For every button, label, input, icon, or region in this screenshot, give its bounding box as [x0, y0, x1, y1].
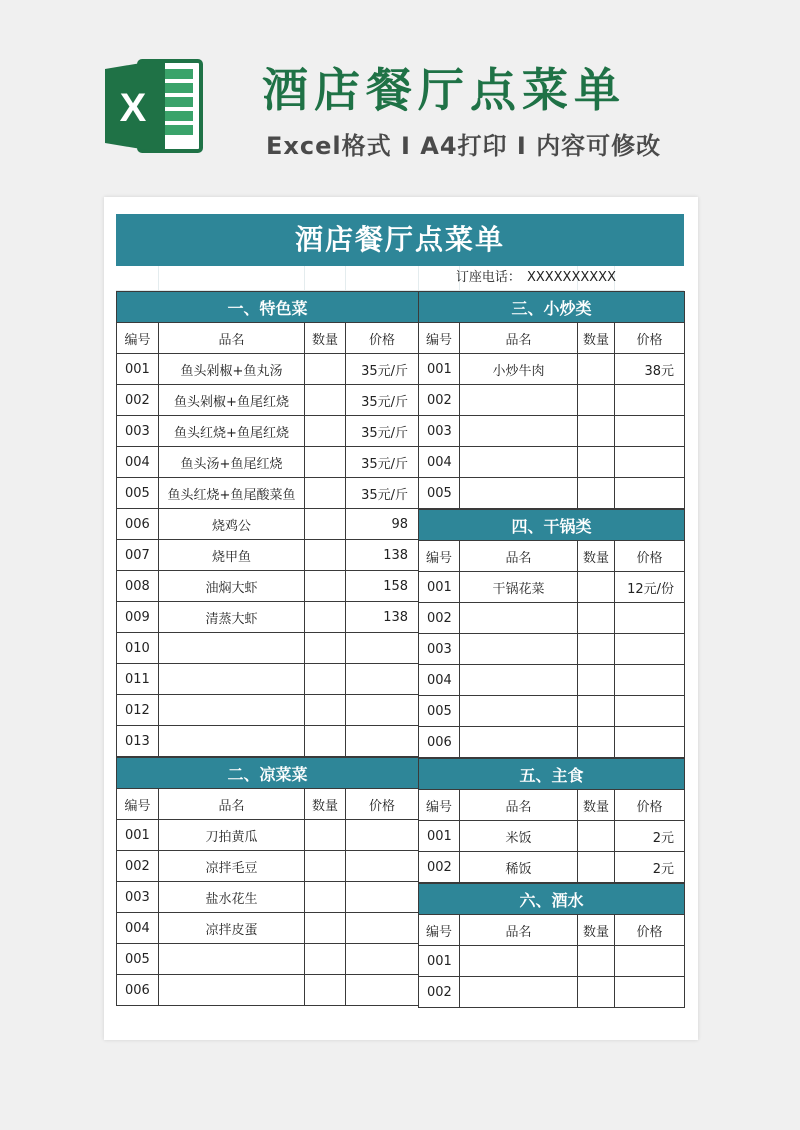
item-number: 001 — [419, 354, 460, 385]
column-header-row — [419, 790, 685, 821]
section-title: 一、特色菜 — [117, 292, 419, 323]
item-quantity[interactable] — [305, 913, 346, 944]
item-name: 米饭 — [460, 821, 578, 852]
item-number: 006 — [117, 509, 159, 540]
phone-value: XXXXXXXXXX — [526, 270, 616, 285]
item-price — [346, 913, 419, 944]
banner — [0, 0, 800, 185]
col-header-name: 品名 — [460, 541, 578, 572]
item-name: 凉拌毛豆 — [159, 851, 305, 882]
section-header-row — [419, 759, 685, 790]
item-quantity[interactable] — [578, 727, 615, 758]
item-price — [346, 944, 419, 975]
item-price: 138 — [346, 602, 419, 633]
column-header-row — [117, 323, 419, 354]
item-quantity[interactable] — [305, 385, 346, 416]
item-name — [159, 695, 305, 726]
item-name: 鱼头汤+鱼尾红烧 — [159, 447, 305, 478]
left-column — [116, 291, 418, 1006]
col-header-name: 品名 — [460, 323, 578, 354]
item-number: 007 — [117, 540, 159, 571]
item-name: 清蒸大虾 — [159, 602, 305, 633]
item-number: 001 — [419, 821, 460, 852]
col-header-name: 品名 — [460, 915, 578, 946]
col-header-price: 价格 — [615, 790, 685, 821]
section-title: 五、主食 — [419, 759, 685, 790]
col-header-price: 价格 — [615, 915, 685, 946]
table-row — [117, 944, 419, 975]
item-quantity[interactable] — [578, 977, 615, 1008]
item-price — [346, 820, 419, 851]
table-row — [419, 385, 685, 416]
item-quantity[interactable] — [305, 602, 346, 633]
phone-label: 订座电话： — [455, 270, 521, 285]
table-row — [117, 726, 419, 757]
table-row — [419, 946, 685, 977]
table-row — [419, 354, 685, 385]
item-name — [460, 603, 578, 634]
section-header-row — [419, 292, 685, 323]
item-name: 干锅花菜 — [460, 572, 578, 603]
item-quantity[interactable] — [578, 696, 615, 727]
sheet-title: 酒店餐厅点菜单 — [116, 214, 684, 266]
col-header-price: 价格 — [346, 789, 419, 820]
item-number: 003 — [117, 416, 159, 447]
item-price — [615, 977, 685, 1008]
item-quantity[interactable] — [305, 478, 346, 509]
table-row — [117, 416, 419, 447]
item-price — [615, 603, 685, 634]
item-name — [460, 665, 578, 696]
item-number: 002 — [419, 852, 460, 883]
col-header-qty: 数量 — [578, 790, 615, 821]
col-header-qty: 数量 — [578, 915, 615, 946]
phone-row — [116, 266, 684, 291]
table-row — [419, 478, 685, 509]
col-header-name: 品名 — [460, 790, 578, 821]
item-name — [159, 664, 305, 695]
col-header-num: 编号 — [419, 915, 460, 946]
item-number: 003 — [419, 634, 460, 665]
item-price — [615, 946, 685, 977]
item-price — [615, 727, 685, 758]
item-quantity[interactable] — [578, 385, 615, 416]
item-number: 002 — [117, 385, 159, 416]
item-number: 002 — [419, 977, 460, 1008]
table-row — [117, 820, 419, 851]
item-number: 003 — [117, 882, 159, 913]
item-name: 鱼头剁椒+鱼尾红烧 — [159, 385, 305, 416]
section-title: 三、小炒类 — [419, 292, 685, 323]
item-quantity[interactable] — [305, 664, 346, 695]
section-title: 二、凉菜菜 — [117, 758, 419, 789]
item-price — [615, 665, 685, 696]
item-quantity[interactable] — [578, 821, 615, 852]
item-number: 003 — [419, 416, 460, 447]
banner-title: 酒店餐厅点菜单 — [262, 63, 626, 117]
col-header-qty: 数量 — [305, 789, 346, 820]
item-name — [460, 478, 578, 509]
section-title: 四、干锅类 — [419, 510, 685, 541]
excel-logo-icon — [103, 55, 205, 157]
section-header-row — [117, 758, 419, 789]
item-price — [615, 696, 685, 727]
table-row — [419, 977, 685, 1008]
item-name: 油焖大虾 — [159, 571, 305, 602]
item-price — [615, 478, 685, 509]
table-staple — [418, 758, 685, 883]
table-row — [117, 478, 419, 509]
item-price: 35元/斤 — [346, 385, 419, 416]
item-name: 烧鸡公 — [159, 509, 305, 540]
table-row — [117, 664, 419, 695]
item-quantity[interactable] — [578, 416, 615, 447]
item-quantity[interactable] — [578, 946, 615, 977]
col-header-num: 编号 — [419, 541, 460, 572]
item-name — [159, 726, 305, 757]
item-name — [460, 946, 578, 977]
item-name — [159, 633, 305, 664]
item-price: 2元 — [615, 852, 685, 883]
item-number: 013 — [117, 726, 159, 757]
table-row — [419, 696, 685, 727]
item-name: 鱼头红烧+鱼尾红烧 — [159, 416, 305, 447]
col-header-name: 品名 — [159, 323, 305, 354]
right-column — [418, 291, 684, 1008]
item-price — [346, 726, 419, 757]
table-row — [419, 665, 685, 696]
item-quantity[interactable] — [305, 540, 346, 571]
item-number: 004 — [419, 665, 460, 696]
item-price — [615, 634, 685, 665]
item-number: 002 — [419, 385, 460, 416]
item-number: 005 — [117, 944, 159, 975]
column-header-row — [419, 915, 685, 946]
item-number: 004 — [117, 913, 159, 944]
item-number: 004 — [419, 447, 460, 478]
item-quantity[interactable] — [578, 572, 615, 603]
item-number: 005 — [117, 478, 159, 509]
column-header-row — [419, 323, 685, 354]
item-quantity[interactable] — [305, 695, 346, 726]
item-price: 38元 — [615, 354, 685, 385]
item-quantity[interactable] — [578, 665, 615, 696]
item-price: 2元 — [615, 821, 685, 852]
item-number: 006 — [419, 727, 460, 758]
col-header-qty: 数量 — [578, 323, 615, 354]
item-name: 鱼头红烧+鱼尾酸菜鱼 — [159, 478, 305, 509]
item-price — [615, 416, 685, 447]
item-number: 001 — [419, 946, 460, 977]
item-price — [346, 851, 419, 882]
item-quantity[interactable] — [305, 975, 346, 1006]
item-quantity[interactable] — [305, 354, 346, 385]
item-quantity[interactable] — [305, 726, 346, 757]
menu-sheet-paper — [104, 197, 698, 1040]
table-row — [419, 727, 685, 758]
col-header-price: 价格 — [615, 323, 685, 354]
item-number: 002 — [117, 851, 159, 882]
table-drypot — [418, 509, 685, 758]
table-row — [117, 354, 419, 385]
item-number: 012 — [117, 695, 159, 726]
table-row — [419, 447, 685, 478]
item-name — [460, 977, 578, 1008]
table-row — [419, 416, 685, 447]
item-quantity[interactable] — [305, 851, 346, 882]
col-header-price: 价格 — [346, 323, 419, 354]
column-header-row — [117, 789, 419, 820]
table-row — [419, 603, 685, 634]
item-name: 刀拍黄瓜 — [159, 820, 305, 851]
item-quantity[interactable] — [305, 882, 346, 913]
item-name: 盐水花生 — [159, 882, 305, 913]
item-quantity[interactable] — [305, 944, 346, 975]
item-name: 烧甲鱼 — [159, 540, 305, 571]
item-price: 98 — [346, 509, 419, 540]
item-number: 001 — [117, 354, 159, 385]
item-number: 005 — [419, 696, 460, 727]
item-quantity[interactable] — [578, 634, 615, 665]
item-number: 005 — [419, 478, 460, 509]
item-quantity[interactable] — [305, 447, 346, 478]
item-name — [159, 944, 305, 975]
item-price — [346, 695, 419, 726]
item-price — [346, 882, 419, 913]
table-row — [117, 913, 419, 944]
item-price — [615, 447, 685, 478]
col-header-qty: 数量 — [305, 323, 346, 354]
item-number: 009 — [117, 602, 159, 633]
item-price: 12元/份 — [615, 572, 685, 603]
table-row — [117, 509, 419, 540]
item-quantity[interactable] — [305, 571, 346, 602]
item-number: 002 — [419, 603, 460, 634]
item-name — [159, 975, 305, 1006]
table-row — [117, 447, 419, 478]
item-number: 008 — [117, 571, 159, 602]
item-number: 001 — [117, 820, 159, 851]
table-row — [117, 540, 419, 571]
section-header-row — [419, 884, 685, 915]
table-special — [116, 291, 419, 757]
item-number: 010 — [117, 633, 159, 664]
item-number: 006 — [117, 975, 159, 1006]
item-name — [460, 727, 578, 758]
section-title: 六、酒水 — [419, 884, 685, 915]
col-header-num: 编号 — [117, 789, 159, 820]
item-quantity[interactable] — [578, 447, 615, 478]
item-price — [346, 975, 419, 1006]
item-name: 稀饭 — [460, 852, 578, 883]
table-row — [419, 852, 685, 883]
table-row — [117, 633, 419, 664]
col-header-num: 编号 — [419, 323, 460, 354]
banner-subtitle: Excel格式 I A4打印 I 内容可修改 — [266, 132, 662, 160]
item-quantity[interactable] — [578, 354, 615, 385]
table-row — [117, 851, 419, 882]
item-quantity[interactable] — [305, 820, 346, 851]
item-name: 小炒牛肉 — [460, 354, 578, 385]
item-price: 35元/斤 — [346, 478, 419, 509]
table-row — [117, 975, 419, 1006]
table-row — [419, 572, 685, 603]
item-number: 004 — [117, 447, 159, 478]
item-name: 凉拌皮蛋 — [159, 913, 305, 944]
table-row — [419, 821, 685, 852]
col-header-num: 编号 — [419, 790, 460, 821]
table-row — [117, 602, 419, 633]
item-name — [460, 447, 578, 478]
item-quantity[interactable] — [305, 633, 346, 664]
item-quantity[interactable] — [578, 603, 615, 634]
section-header-row — [117, 292, 419, 323]
item-price: 35元/斤 — [346, 416, 419, 447]
item-price — [615, 385, 685, 416]
table-liquor — [418, 883, 685, 1008]
item-quantity[interactable] — [305, 416, 346, 447]
item-number: 011 — [117, 664, 159, 695]
item-price: 35元/斤 — [346, 354, 419, 385]
item-price: 35元/斤 — [346, 447, 419, 478]
item-name — [460, 385, 578, 416]
item-price: 138 — [346, 540, 419, 571]
menu-sheet — [116, 214, 684, 1026]
section-header-row — [419, 510, 685, 541]
item-quantity[interactable] — [578, 852, 615, 883]
col-header-price: 价格 — [615, 541, 685, 572]
item-name: 鱼头剁椒+鱼丸汤 — [159, 354, 305, 385]
item-price: 158 — [346, 571, 419, 602]
col-header-qty: 数量 — [578, 541, 615, 572]
svg-text:X: X — [119, 86, 147, 130]
table-row — [117, 571, 419, 602]
item-quantity[interactable] — [578, 478, 615, 509]
table-row — [117, 385, 419, 416]
item-name — [460, 634, 578, 665]
table-cold — [116, 757, 419, 1006]
table-stirfry — [418, 291, 685, 509]
col-header-name: 品名 — [159, 789, 305, 820]
col-header-num: 编号 — [117, 323, 159, 354]
item-quantity[interactable] — [305, 509, 346, 540]
phone-info — [456, 266, 616, 290]
item-name — [460, 696, 578, 727]
item-price — [346, 633, 419, 664]
column-header-row — [419, 541, 685, 572]
table-row — [117, 695, 419, 726]
table-row — [419, 634, 685, 665]
table-row — [117, 882, 419, 913]
item-price — [346, 664, 419, 695]
item-name — [460, 416, 578, 447]
item-number: 001 — [419, 572, 460, 603]
menu-columns — [116, 291, 684, 1026]
